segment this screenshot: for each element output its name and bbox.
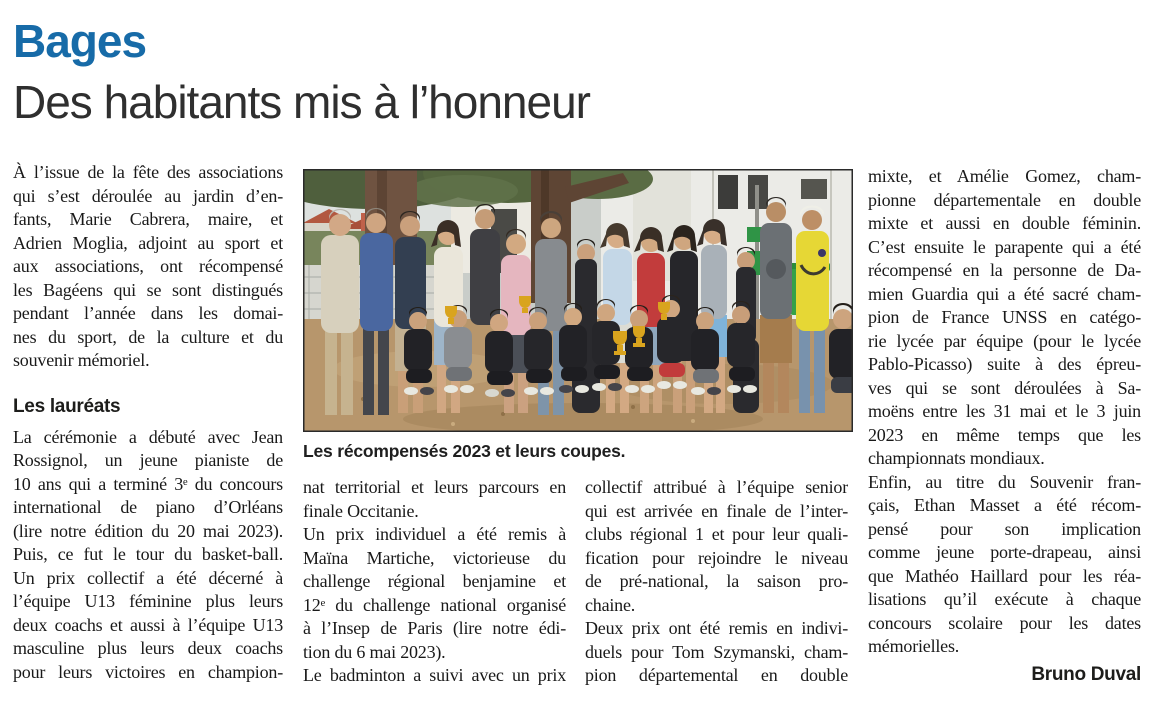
text-line: à l’Insep de Paris (lire notre édi- — [303, 618, 566, 638]
text-line: Maïna Martiche, victorieuse du — [303, 547, 566, 568]
text-line: fants, Marie Cabrera, maire, et — [13, 209, 283, 229]
text-line: Puis, ce fut le tour du basket-ball. — [13, 544, 283, 564]
article-headline: Des habitants mis à l’honneur — [13, 76, 590, 128]
text-line: qui est arrivée en finale de l’inter- — [585, 500, 848, 521]
text-line: pion de France UNSS en catégo- — [868, 307, 1141, 327]
paragraph — [13, 161, 283, 373]
group-photo-illustration — [303, 169, 853, 432]
text-line: les Bagéens qui se sont distingués — [13, 279, 283, 300]
text-line: duels pour Tom Szymanski, cham- — [585, 641, 848, 662]
article-photo — [303, 169, 853, 432]
paragraph — [13, 426, 283, 685]
article-column-middle-right — [585, 476, 848, 688]
text-line: que Mathéo Haillard pour les réa- — [868, 565, 1141, 586]
text-line: nes du sport, de la culture et du — [13, 326, 283, 347]
text-line: nat territorial et leurs parcours en — [303, 477, 566, 497]
text-line: concours scolaire pour les dates — [868, 612, 1141, 633]
text-line: mixte et aussi en double féminin. — [868, 213, 1141, 233]
text-line: pour leurs victoires en champion- — [13, 661, 283, 682]
text-line: récompensé en la personne de Da- — [868, 260, 1141, 280]
text-line: clubs régional 1 et pour leur quali- — [585, 524, 848, 544]
text-line: Adrien Moglia, adjoint au sport et — [13, 232, 283, 253]
text-line: Rossignol, un jeune pianiste de — [13, 450, 283, 470]
article-column-left — [13, 161, 283, 684]
text-line: challenge régional benjamine et — [303, 571, 566, 591]
text-line: international de piano d’Orléans — [13, 497, 283, 517]
text-line: masculine plus leurs deux coachs — [13, 638, 283, 658]
text-line: 12ᵉ du challenge national organisé — [303, 594, 566, 615]
text-line: l’équipe U13 féminine plus leurs — [13, 591, 283, 611]
article-column-right — [868, 165, 1141, 687]
text-line: pensé pour son implication — [868, 518, 1141, 539]
text-line: 10 ans qui a terminé 3ᵉ du concours — [13, 473, 283, 494]
text-line: deux coachs et aussi à l’équipe U13 — [13, 614, 283, 635]
text-line: ves qui se sont déroulées à Sa- — [868, 377, 1141, 398]
text-line: pion départemental en double — [585, 665, 848, 685]
text-line: finale Occitanie. — [303, 500, 419, 521]
text-line: Un prix collectif a été décerné à — [13, 567, 283, 588]
text-line: lisations qu’il exécute à chaque — [868, 589, 1141, 609]
article-column-middle-left — [303, 476, 566, 688]
text-line: C’est ensuite le parapente qui a été — [868, 236, 1141, 257]
text-line: fication pour rejoindre le niveau — [585, 547, 848, 568]
text-line: mixte, et Amélie Gomez, cham- — [868, 166, 1141, 186]
text-line: moëns entre les 31 mai et le 3 juin — [868, 401, 1141, 421]
text-line: Un prix individuel a été remis à — [303, 524, 566, 544]
text-line: (lire notre édition du 20 mai 2023). — [13, 520, 283, 541]
text-line: pendant l’année dans les domai- — [13, 303, 283, 323]
photo-caption: Les récompensés 2023 et leurs coupes. — [303, 441, 626, 461]
text-line: collectif attribué à l’équipe senior — [585, 477, 848, 497]
article-byline: Bruno Duval — [1031, 663, 1141, 685]
text-line: À l’issue de la fête des associations — [13, 162, 283, 182]
text-line: Pablo-Picasso) suite à des épreu- — [868, 354, 1141, 374]
text-line: de pré-national, la saison pro- — [585, 571, 848, 591]
paragraph — [868, 165, 1141, 659]
text-line: souvenir mémoriel. — [13, 350, 150, 370]
text-line: chaine. — [585, 594, 636, 615]
section-kicker: Bages — [13, 15, 147, 67]
text-line: qui s’est déroulée au jardin d’en- — [13, 185, 283, 206]
text-line: comme jeune porte-drapeau, ainsi — [868, 542, 1141, 562]
text-line: Le badminton a suivi avec un prix — [303, 665, 566, 685]
text-line: 2023 en même temps que les — [868, 424, 1141, 445]
text-line: championnats mondiaux. — [868, 448, 1045, 468]
text-line: mémorielles. — [868, 636, 960, 656]
text-line: mien Guardia qui a été sacré cham- — [868, 283, 1141, 304]
text-line: tion du 6 mai 2023). — [303, 641, 446, 662]
text-line: rie lycée par équipe (pour le lycée — [868, 330, 1141, 351]
article-subhead: Les lauréats — [13, 395, 121, 417]
text-line: çais, Ethan Masset a été récom- — [868, 495, 1141, 515]
text-line: Deux prix ont été remis en indivi- — [585, 618, 848, 638]
text-line: aux associations, ont récompensé — [13, 256, 283, 276]
text-line: La cérémonie a débuté avec Jean — [13, 426, 283, 447]
text-line: pionne départementale en double — [868, 189, 1141, 210]
text-line: Enfin, au titre du Souvenir fran- — [868, 471, 1141, 492]
